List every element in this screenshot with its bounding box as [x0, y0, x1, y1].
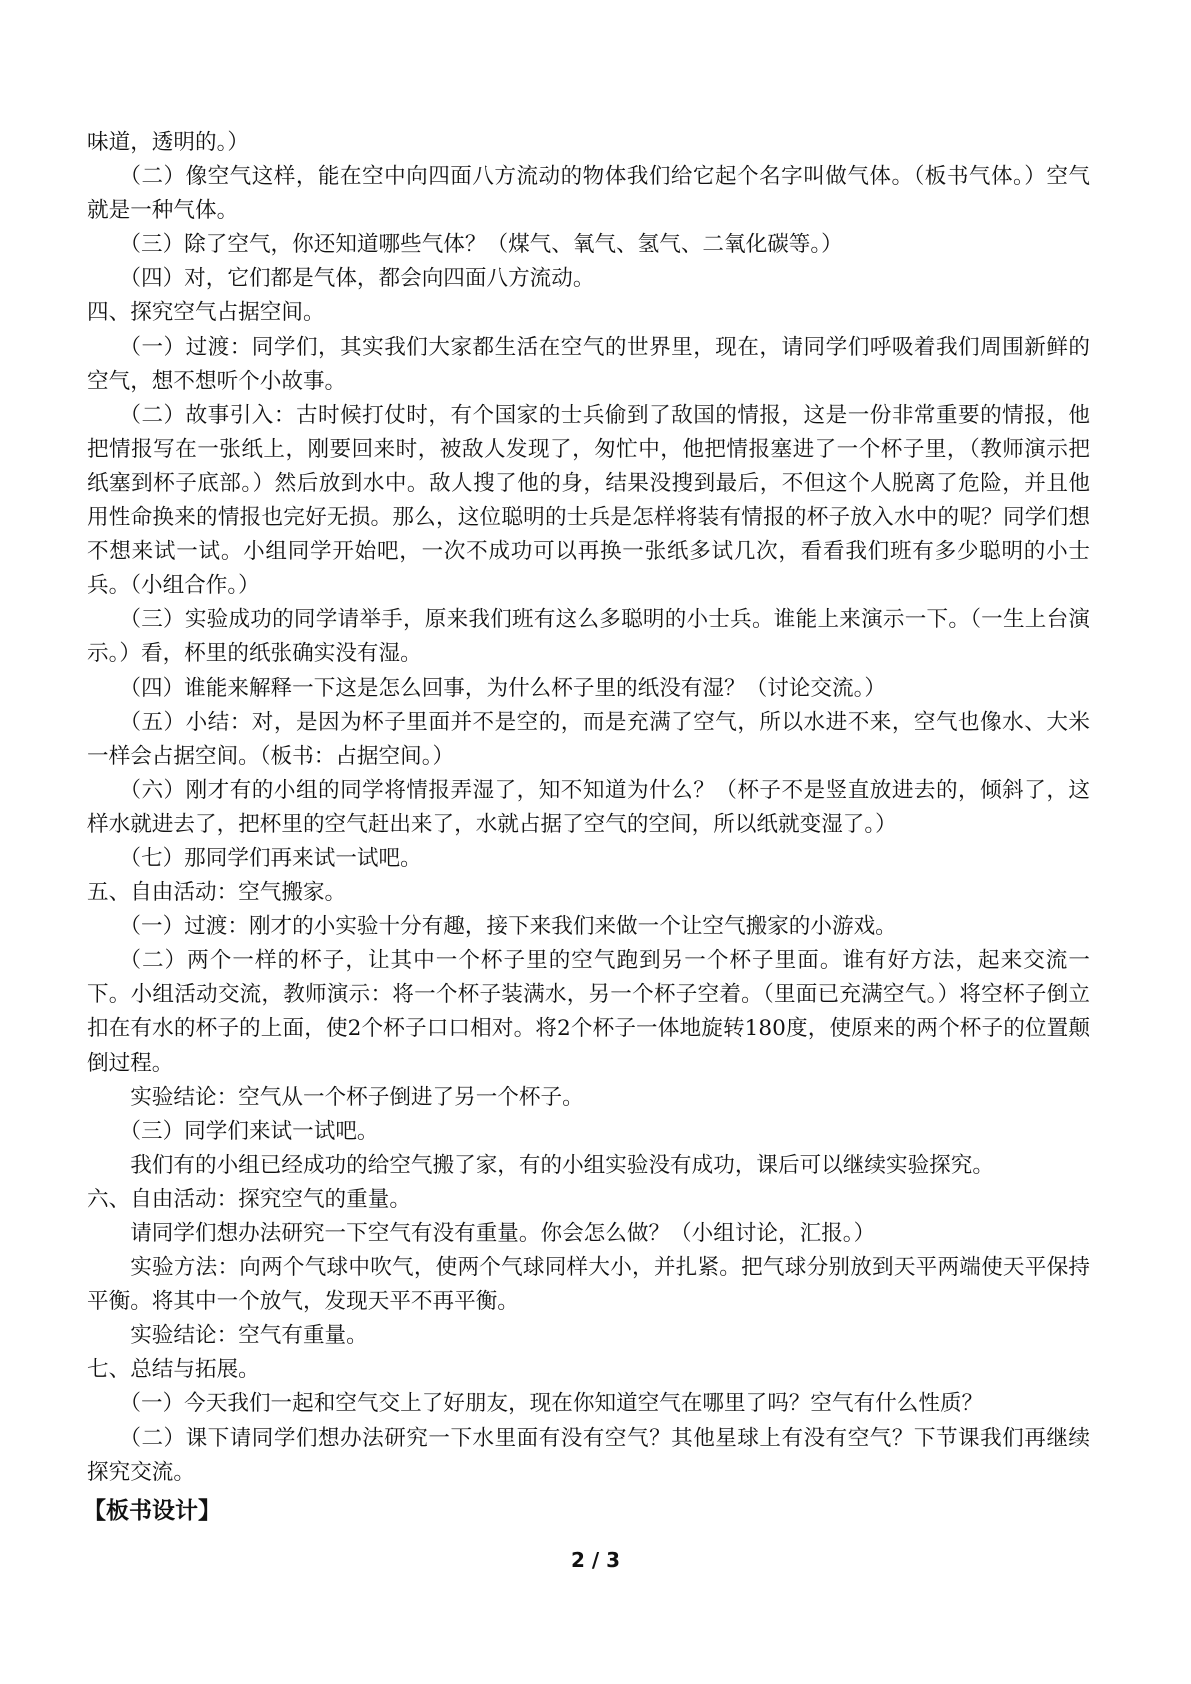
paragraph: （四）谁能来解释一下这是怎么回事，为什么杯子里的纸没有湿？（讨论交流。） [119, 675, 886, 701]
paragraph: （三）除了空气，你还知道哪些气体？（煤气、氧气、氢气、二氧化碳等。） [119, 232, 843, 258]
paragraph: （六）刚才有的小组的同学将情报弄湿了，知不知道为什么？（杯子不是竖直放进去的，倾斜了，这样水就进去了，把杯里的空气赶出来了，水就占据了空气的空间，所以纸就变湿了。） [87, 777, 1090, 837]
page-number: 2 / 3 [570, 1548, 621, 1572]
paragraph: 味道，透明的。） [87, 130, 249, 155]
paragraph: （一）今天我们一起和空气交上了好朋友，现在你知道空气在哪里了吗？空气有什么性质？ [119, 1391, 984, 1417]
paragraph: 四、探究空气占据空间。 [87, 300, 325, 326]
paragraph: 七、总结与拓展。 [87, 1357, 260, 1383]
document-body [83, 126, 1090, 1528]
paragraph: 请同学们想办法研究一下空气有没有重量。你会怎么做？（小组讨论，汇报。） [130, 1221, 876, 1246]
paragraph: （二）故事引入：古时候打仗时，有个国家的士兵偷到了敌国的情报，这是一份非常重要的情报，他把情报写在一张纸上，刚要回来时，被敌人发现了，匆忙中，他把情报塞进了一个杯子里，（教师演示把纸塞到杯子底部。）然后放到水中。敌人搜了他的身，结果没搜到最后，不但这个人脱离了危险，并且他用性命换来的情报也完好无损。那么，这位聪明的士兵是怎样将装有情报的杯子放入水中的呢？同学们想不想来试一试。小组同学开始吧，一次不成功可以再换一张纸多试几次，看看我们班有多少聪明的小士兵。（小组合作。） [87, 402, 1090, 599]
paragraph: （三）实验成功的同学请举手，原来我们班有这么多聪明的小士兵。谁能上来演示一下。（一生上台演示。）看，杯里的纸张确实没有湿。 [87, 607, 1090, 667]
paragraph: 我们有的小组已经成功的给空气搬了家，有的小组实验没有成功，课后可以继续实验探究。 [130, 1152, 994, 1178]
section-heading: 【板书设计】 [83, 1497, 221, 1524]
paragraph: 五、自由活动：空气搬家。 [87, 880, 347, 906]
paragraph: 实验方法：向两个气球中吹气，使两个气球同样大小，并扎紧。把气球分别放到天平两端使天平保持平衡。将其中一个放气，发现天平不再平衡。 [87, 1255, 1090, 1315]
paragraph: 实验结论：空气有重量。 [130, 1323, 368, 1349]
paragraph: （二）课下请同学们想办法研究一下水里面有没有空气？其他星球上有没有空气？下节课我们再继续探究交流。 [87, 1425, 1090, 1485]
paragraph: （一）过渡：刚才的小实验十分有趣，接下来我们来做一个让空气搬家的小游戏。 [119, 914, 897, 940]
paragraph: （七）那同学们再来试一试吧。 [119, 845, 422, 871]
paragraph: （五）小结：对，是因为杯子里面并不是空的，而是充满了空气，所以水进不来，空气也像水、大米一样会占据空间。（板书：占据空间。） [87, 709, 1090, 769]
paragraph: （二）两个一样的杯子，让其中一个杯子里的空气跑到另一个杯子里面。谁有好方法，起来交流一下。小组活动交流，教师演示：将一个杯子装满水，另一个杯子空着。（里面已充满空气。）将空杯子倒立扣在有水的杯子的上面，使2个杯子口口相对。将2个杯子一体地旋转180度，使原来的两个杯子的位置颠倒过程。 [87, 948, 1090, 1076]
paragraph: 实验结论：空气从一个杯子倒进了另一个杯子。 [130, 1084, 584, 1110]
paragraph: （四）对，它们都是气体，都会向四面八方流动。 [119, 266, 595, 292]
paragraph: 六、自由活动：探究空气的重量。 [87, 1186, 411, 1212]
paragraph: （三）同学们来试一试吧。 [119, 1118, 379, 1144]
paragraph: （一）过渡：同学们，其实我们大家都生活在空气的世界里，现在，请同学们呼吸着我们周围新鲜的空气，想不想听个小故事。 [87, 334, 1090, 394]
paragraph: （二）像空气这样，能在空中向四面八方流动的物体我们给它起个名字叫做气体。（板书气体。）空气就是一种气体。 [87, 164, 1090, 224]
